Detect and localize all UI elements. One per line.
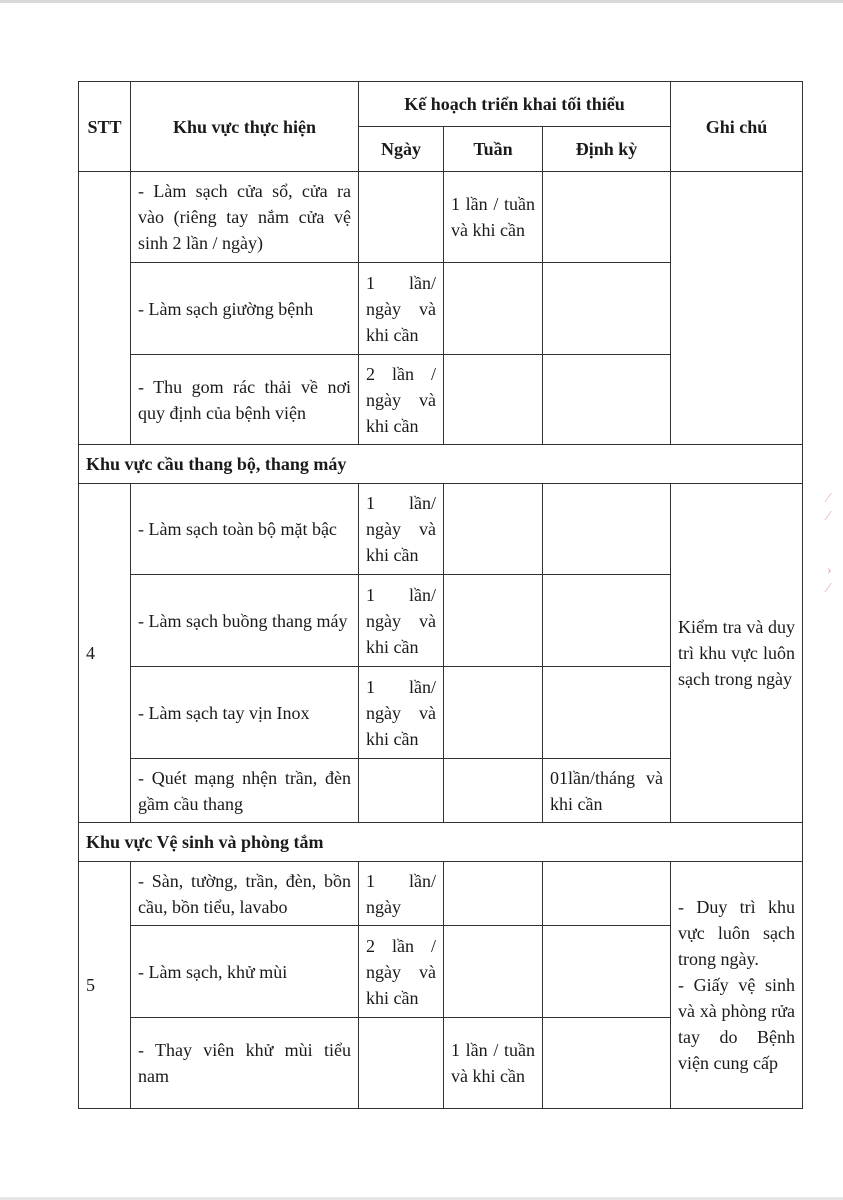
cleaning-plan-table — [78, 81, 803, 1109]
note-cell: Kiểm tra và duy trì khu vực luôn sạch trong ngày — [671, 484, 803, 823]
day-cell — [359, 1018, 444, 1109]
week-cell — [444, 862, 543, 926]
area-cell: - Thay viên khử mùi tiểu nam — [131, 1018, 359, 1109]
day-cell — [359, 759, 444, 823]
periodic-cell — [543, 926, 671, 1018]
periodic-cell — [543, 172, 671, 263]
area-cell: - Sàn, tường, trần, đèn, bồn cầu, bồn tiểu, lavabo — [131, 862, 359, 926]
week-cell: 1 lần / tuần và khi cần — [444, 172, 543, 263]
periodic-cell — [543, 1018, 671, 1109]
week-cell — [444, 263, 543, 355]
week-cell — [444, 355, 543, 445]
week-cell — [444, 484, 543, 575]
periodic-cell — [543, 355, 671, 445]
day-cell: 1 lần/ ngày — [359, 862, 444, 926]
stt-number: 5 — [79, 862, 131, 1109]
periodic-cell — [543, 862, 671, 926]
day-cell: 2 lần / ngày và khi cần — [359, 926, 444, 1018]
day-cell: 1 lần/ ngày và khi cần — [359, 575, 444, 667]
periodic-cell — [543, 484, 671, 575]
day-cell: 1 lần/ ngày và khi cần — [359, 263, 444, 355]
table-row — [79, 172, 803, 263]
day-cell — [359, 172, 444, 263]
week-cell — [444, 575, 543, 667]
day-cell: 1 lần/ ngày và khi cần — [359, 484, 444, 575]
header-periodic: Định kỳ — [543, 127, 671, 172]
table-row — [79, 484, 803, 575]
header-stt: STT — [79, 82, 131, 172]
week-cell — [444, 759, 543, 823]
periodic-cell: 01lần/tháng và khi cần — [543, 759, 671, 823]
area-cell: - Làm sạch toàn bộ mặt bậc — [131, 484, 359, 575]
periodic-cell — [543, 667, 671, 759]
header-week: Tuần — [444, 127, 543, 172]
day-cell: 2 lần / ngày và khi cần — [359, 355, 444, 445]
stt-cell-empty — [79, 172, 131, 445]
note-line: - Duy trì khu vực luôn sạch trong ngày. — [678, 897, 796, 969]
area-cell: - Làm sạch cửa sổ, cửa ra vào (riêng tay nắm cửa vệ sinh 2 lần / ngày) — [131, 172, 359, 263]
page-top-edge — [0, 0, 843, 3]
note-line: - Giấy vệ sinh và xà phòng rửa tay do Bệnh viện cung cấp — [678, 975, 796, 1073]
periodic-cell — [543, 575, 671, 667]
header-row-1 — [79, 82, 803, 127]
area-cell: - Quét mạng nhện trần, đèn gầm cầu thang — [131, 759, 359, 823]
week-cell: 1 lần / tuần và khi cần — [444, 1018, 543, 1109]
section-header-row — [79, 445, 803, 484]
section-title: Khu vực cầu thang bộ, thang máy — [79, 445, 803, 484]
day-cell: 1 lần/ ngày và khi cần — [359, 667, 444, 759]
section-header-row — [79, 823, 803, 862]
week-cell — [444, 926, 543, 1018]
header-area: Khu vực thực hiện — [131, 82, 359, 172]
area-cell: - Thu gom rác thải về nơi quy định của bệnh viện — [131, 355, 359, 445]
area-cell: - Làm sạch, khử mùi — [131, 926, 359, 1018]
stamp-bleed-marks: ⁄ ⁄ › ⁄ — [827, 491, 832, 596]
header-day: Ngày — [359, 127, 444, 172]
week-cell — [444, 667, 543, 759]
note-cell-empty — [671, 172, 803, 445]
header-plan: Kế hoạch triển khai tối thiểu — [359, 82, 671, 127]
header-note: Ghi chú — [671, 82, 803, 172]
stt-number: 4 — [79, 484, 131, 823]
periodic-cell — [543, 263, 671, 355]
table-row — [79, 862, 803, 926]
area-cell: - Làm sạch giường bệnh — [131, 263, 359, 355]
area-cell: - Làm sạch buồng thang máy — [131, 575, 359, 667]
area-cell: - Làm sạch tay vịn Inox — [131, 667, 359, 759]
section-title: Khu vực Vệ sinh và phòng tắm — [79, 823, 803, 862]
note-cell — [671, 862, 803, 1109]
